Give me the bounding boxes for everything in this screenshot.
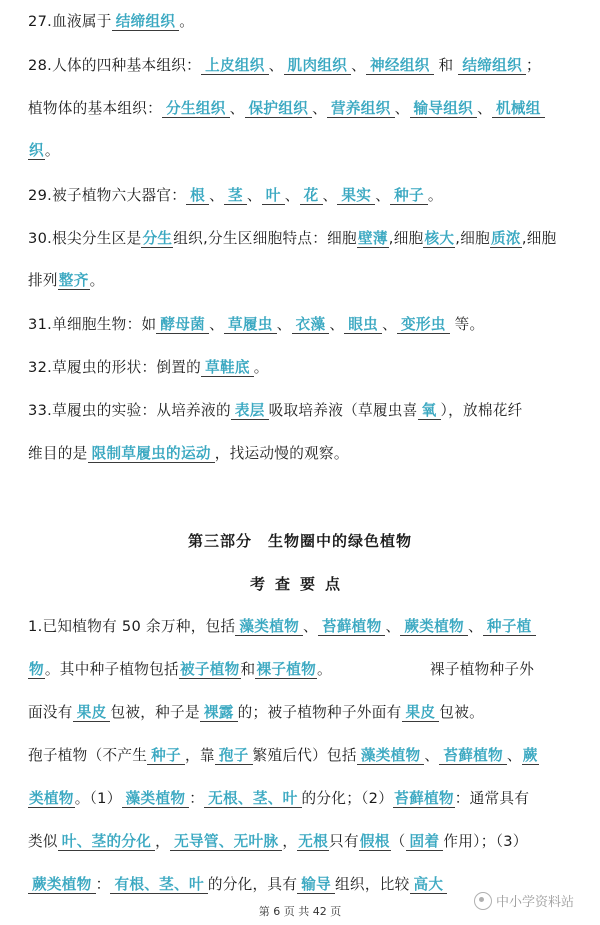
separator: 。 xyxy=(253,359,269,376)
answer-blank: 叶、茎的分化 xyxy=(58,833,155,851)
q30-text: 组织,分生区细胞特点：细胞 xyxy=(173,230,357,247)
watermark-text: 中小学资料站 xyxy=(496,895,575,910)
q30-text: ,细胞 xyxy=(388,230,424,247)
separator: 和 xyxy=(433,57,459,74)
p3-text: （ xyxy=(390,833,406,850)
p3-text: 包被，种子是 xyxy=(110,704,200,721)
page-number: 第 6 页 共 42 页 xyxy=(258,905,342,918)
separator: ， xyxy=(155,833,171,850)
answer-blank: 被子植物 xyxy=(179,661,240,678)
answer-blank: 有根、茎、叶 xyxy=(110,876,207,894)
separator: 、 xyxy=(506,747,522,764)
answer-blank: 藻类植物 xyxy=(235,618,303,636)
separator: 、 xyxy=(246,187,262,204)
answer-blank: 质浓 xyxy=(491,230,521,247)
p3-text: 1.已知植物有 50 余万种，包括 xyxy=(28,618,236,635)
separator: 等。 xyxy=(449,316,485,333)
answer-blank: 眼虫 xyxy=(344,316,382,334)
q33-text: ），放棉花纤 xyxy=(440,402,523,419)
answer-blank: 输导 xyxy=(297,876,335,894)
separator: 、 xyxy=(302,618,318,635)
q33-cont xyxy=(28,444,582,464)
q28-text: 28.人体的四种基本组织： xyxy=(28,57,202,74)
answer-blank: 无根 xyxy=(298,833,329,850)
answer-blank: 核大 xyxy=(424,230,455,247)
separator: 、 xyxy=(424,747,440,764)
answer-blank: 限制草履虫的运动 xyxy=(88,445,215,463)
answer-blank: 肌肉组织 xyxy=(284,57,352,75)
q30 xyxy=(28,229,582,249)
answer-blank: 酵母菌 xyxy=(156,316,209,334)
answer-blank: 茎 xyxy=(224,187,247,205)
answer-blank: 无导管、无叶脉 xyxy=(170,833,282,851)
q33-text: 33.草履虫的实验：从培养液的 xyxy=(28,402,231,419)
answer-blank: 草鞋底 xyxy=(201,359,254,377)
q29 xyxy=(28,186,582,206)
p3-moss xyxy=(28,832,582,852)
q29-text: 29.被子植物六大器官： xyxy=(28,187,187,204)
plant-text: 植物体的基本组织： xyxy=(28,100,163,117)
answer-blank: 苔藓植物 xyxy=(439,747,507,765)
answer-blank: 裸子植物 xyxy=(256,661,317,678)
separator: 、 xyxy=(375,187,391,204)
answer-blank: 机械组 xyxy=(492,100,545,118)
plant-tissues-cont xyxy=(28,141,582,161)
watermark xyxy=(474,891,574,910)
separator: 、 xyxy=(312,100,328,117)
answer-blank: 种子植 xyxy=(483,618,536,636)
answer-blank: 种子 xyxy=(390,187,428,205)
q32-text: 32.草履虫的形状：倒置的 xyxy=(28,359,202,376)
separator: 、 xyxy=(394,100,410,117)
separator: ， xyxy=(282,833,298,850)
q27-text: 27.血液属于 xyxy=(28,13,112,30)
answer-blank: 上皮组织 xyxy=(201,57,269,75)
q30-cont xyxy=(28,271,582,291)
q33-text: 吸取培养液（草履虫喜 xyxy=(268,402,418,419)
p3-text: 作用）；（3） xyxy=(443,833,528,850)
separator: 、 xyxy=(385,618,401,635)
q32 xyxy=(28,358,582,378)
answer-blank: 保护组织 xyxy=(245,100,313,118)
separator: ； xyxy=(525,57,541,74)
q30-text: ,细胞 xyxy=(455,230,491,247)
separator: 、 xyxy=(284,187,300,204)
q31-text: 31.单细胞生物：如 xyxy=(28,316,157,333)
q30-text: 排列 xyxy=(28,272,58,289)
answer-blank: 物 xyxy=(29,661,44,678)
separator: 、 xyxy=(351,57,367,74)
answer-blank: 壁薄 xyxy=(357,230,388,247)
p3-spores xyxy=(28,746,582,766)
answer-blank: 高大 xyxy=(410,876,448,894)
separator: 、 xyxy=(477,100,492,117)
p3-text: 。 xyxy=(317,661,332,678)
separator: 、 xyxy=(209,187,224,204)
answer-blank: 类植物 xyxy=(29,790,74,807)
plant-tissues xyxy=(28,99,582,119)
separator: 、 xyxy=(268,57,284,74)
answer-blank: 根 xyxy=(186,187,209,205)
p3-text: 的分化；（2） xyxy=(301,790,394,807)
answer-blank: 果实 xyxy=(337,187,375,205)
p3-text: ：通常具有 xyxy=(454,790,530,807)
separator: 。 xyxy=(427,187,443,204)
answer-blank: 草履虫 xyxy=(224,316,277,334)
wechat-icon xyxy=(474,892,492,910)
p3-text: 和 xyxy=(240,661,256,678)
answer-blank: 藻类植物 xyxy=(122,790,190,808)
p3-text: 面没有 xyxy=(28,704,73,721)
answer-blank: 营养组织 xyxy=(327,100,395,118)
p3-text: 繁殖后代）包括 xyxy=(252,747,357,764)
answer-blank: 变形虫 xyxy=(397,316,450,334)
p3-text: 的分化，具有 xyxy=(207,876,298,893)
q33-text: ，找运动慢的观察。 xyxy=(214,445,349,462)
separator: 、 xyxy=(322,187,338,204)
q33-text: 维目的是 xyxy=(28,445,88,462)
separator: 、 xyxy=(329,316,345,333)
p3-text: ，靠 xyxy=(184,747,215,764)
answer-blank: 输导组织 xyxy=(410,100,478,118)
answer-blank: 结缔组织 xyxy=(112,13,180,31)
q28 xyxy=(28,56,582,76)
q27-text: 。 xyxy=(179,13,195,30)
p3-text: 包被。 xyxy=(439,704,484,721)
answer-blank: 蕨类植物 xyxy=(400,618,468,636)
answer-blank: 叶 xyxy=(262,187,285,205)
q30-text: 30.根尖分生区是 xyxy=(28,230,142,247)
answer-blank: 固着 xyxy=(406,833,444,851)
p3-text: 的；被子植物种子外面有 xyxy=(237,704,402,721)
q33 xyxy=(28,401,582,421)
answer-blank: 苔藓植物 xyxy=(318,618,386,636)
p3-q1 xyxy=(28,617,582,637)
p3-q1-cont xyxy=(28,660,582,680)
q31 xyxy=(28,315,582,335)
answer-blank: 藻类植物 xyxy=(357,747,425,765)
answer-blank: 孢子 xyxy=(215,747,253,765)
p3-text: 。（1） xyxy=(74,790,122,807)
answer-blank: 种子 xyxy=(147,747,185,765)
separator: 。 xyxy=(89,272,105,289)
separator: 、 xyxy=(209,316,224,333)
answer-blank: 衣藻 xyxy=(292,316,330,334)
separator: 、 xyxy=(229,100,245,117)
p3-text: 。其中种子植物包括 xyxy=(44,661,179,678)
answer-blank: 分生组织 xyxy=(162,100,230,118)
answer-blank: 裸露 xyxy=(200,704,238,722)
answer-blank: 氧 xyxy=(418,402,441,420)
answer-blank: 分生 xyxy=(142,230,173,247)
p3-q1-cont2 xyxy=(28,703,582,723)
p3-text: 裸子植物种子外 xyxy=(429,661,535,678)
answer-blank: 苔藓植物 xyxy=(394,790,454,807)
p3-text: 孢子植物（不产生 xyxy=(28,747,148,764)
separator: 、 xyxy=(276,316,292,333)
p3-text: 只有 xyxy=(329,833,359,850)
answer-blank: 表层 xyxy=(231,402,269,420)
answer-blank: 结缔组织 xyxy=(458,57,526,75)
answer-blank: 蕨类植物 xyxy=(28,876,96,894)
answer-blank: 整齐 xyxy=(58,272,89,289)
answer-blank: 织 xyxy=(29,142,44,159)
section-title: 第三部分 生物圈中的绿色植物 xyxy=(187,532,412,550)
answer-blank: 神经组织 xyxy=(366,57,434,75)
separator: 。 xyxy=(44,142,60,159)
answer-blank: 果皮 xyxy=(402,704,440,722)
separator: ： xyxy=(189,790,205,807)
q30-text: ,细胞 xyxy=(521,230,557,247)
separator: 、 xyxy=(467,618,483,635)
section-subtitle: 考查要点 xyxy=(249,575,350,593)
answer-blank: 假根 xyxy=(359,833,390,850)
answer-blank: 蕨 xyxy=(522,747,538,764)
p3-text: 类似 xyxy=(28,833,58,850)
separator: ： xyxy=(95,876,111,893)
separator: 、 xyxy=(382,316,397,333)
answer-blank: 果皮 xyxy=(73,704,111,722)
q27 xyxy=(28,12,582,32)
answer-blank: 花 xyxy=(300,187,323,205)
p3-text: 组织，比较 xyxy=(335,876,410,893)
p3-spores-cont xyxy=(28,789,582,809)
answer-blank: 无根、茎、叶 xyxy=(204,790,301,808)
